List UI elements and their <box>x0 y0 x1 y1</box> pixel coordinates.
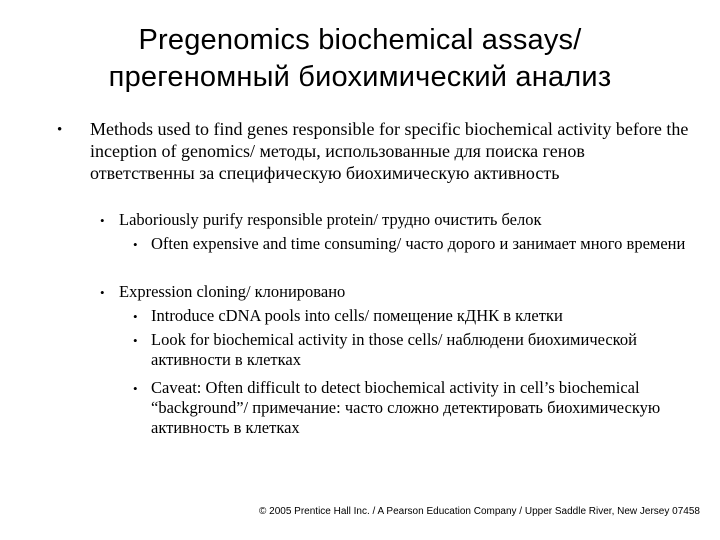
slide-title-english: Pregenomics biochemical assays/ <box>138 24 582 56</box>
list-item-text: Expression cloning/ клонировано <box>119 282 346 301</box>
bullet-icon: • <box>133 237 138 252</box>
list-item-text: Caveat: Often difficult to detect biochemical activity in cell’s biochemical “background”/ примечание: часто сложно детектировать биохимическую активность в клетках <box>151 378 661 437</box>
bullet-icon: • <box>57 122 63 138</box>
bullet-icon: • <box>133 381 138 396</box>
copyright-footer: © 2005 Prentice Hall Inc. / A Pearson Education Company / Upper Saddle River, New Jersey 07458 <box>259 506 700 517</box>
bullet-icon: • <box>100 285 105 300</box>
list-item-text: Methods used to find genes responsible for specific biochemical activity before the inception of genomics/ методы, использованные для поиска генов ответственны за специфическую биохимическую активность <box>90 119 689 183</box>
slide-title <box>0 22 720 96</box>
list-item-text: Introduce cDNA pools into cells/ помещение кДНК в клетки <box>151 306 563 325</box>
bullet-icon: • <box>133 309 138 324</box>
list-item-text: Look for biochemical activity in those cells/ наблюдени биохимической активности в клетках <box>151 330 637 369</box>
list-item-text: Laboriously purify responsible protein/ трудно очистить белок <box>119 210 542 229</box>
list-item-text: Often expensive and time consuming/ часто дорого и занимает много времени <box>151 234 686 253</box>
bullet-icon: • <box>100 213 105 228</box>
bullet-icon: • <box>133 333 138 348</box>
slide-title-russian: прегеномный биохимический анализ <box>108 61 612 93</box>
